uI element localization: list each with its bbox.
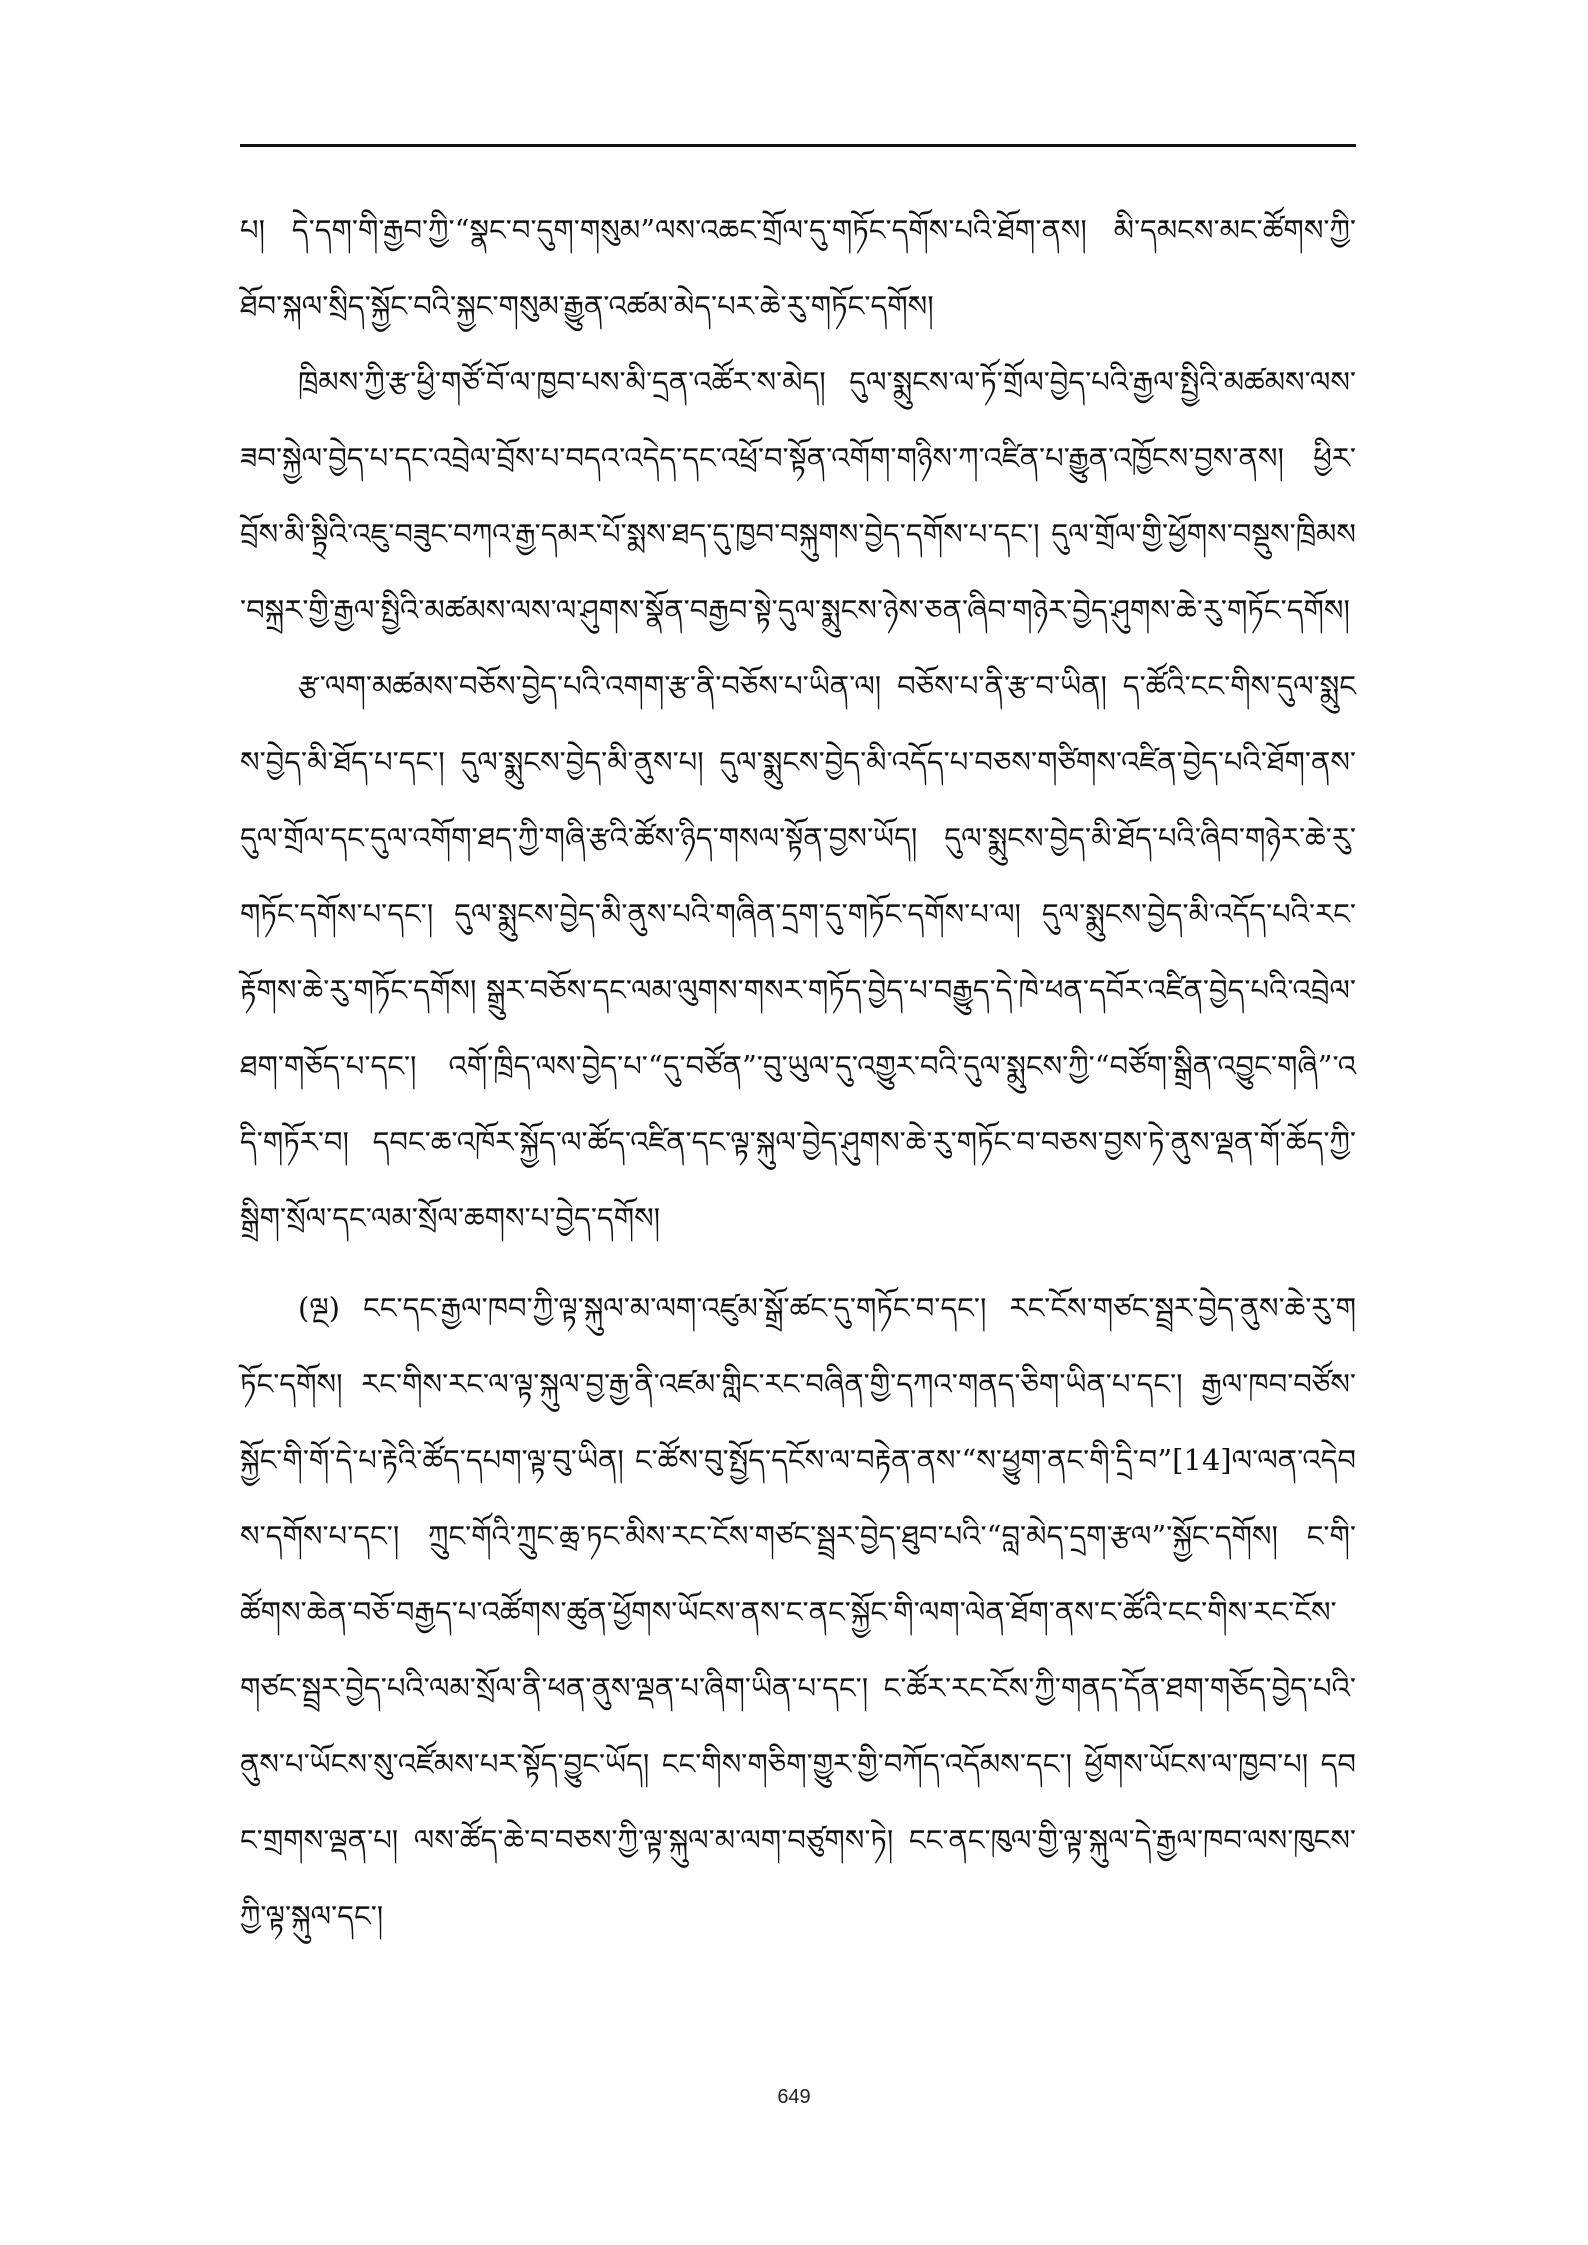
paragraph-continuation: པ། དེ་དག་གི་རྒྱབ་ཀྱི་“སྣང་བ་དུག་གསུམ”ལས་འཆང་གྲོལ་དུ་གཏོང་དགོས་པའི་ཐོག་ནས། མི་དམངས་མང་ཚོགས་ཀྱི་ཐོབ་སྐལ་སྲིད་སྐྱོང་བའི་སྐྱང་གསུམ་རྒྱུན་འཚམ་མེད་པར་ཆེ་རུ་གཏོང་དགོས། (240, 213, 1356, 323)
body-text (240, 192, 1356, 1954)
paragraph-law-enforcement: ཁྲིམས་ཀྱི་རྩ་ཕྱི་གཙོ་བོ་ལ་ཁྱབ་པས་མི་དྲན་འཚོར་ས་མེད། དུལ་སྨུངས་ལ་ཏོ་གྲོལ་བྱེད་པའི་རྒྱལ་སྤྱིའི་མཚམས་ལས་ཟབ་སྐྱེལ་བྱེད་པ་དང་འབྲེལ་བྲོས་པ་བདའ་འདེད་དང་འཕྲོ་བ་སྟོན་འགོག་གཉིས་ཀ་འཛིན་པ་རྒྱུན་འཁྱོངས་བྱས་ནས། ཕྱིར་བྲོས་མི་སྟྲིའི་འཇུ་བཟུང་བཀའ་རྒྱ་དམར་པོ་སྨས་ཐད་དུ་ཁྱབ་བསྐུགས་བྱེད་དགོས་པ་དང་། དུལ་གྲོལ་གྱི་ཕྱོགས་བསྡུས་ཁྲིམས་བསྐྲར་གྱི་རྒྱལ་སྤྱིའི་མཚམས་ལས་ལ་ཤུགས་སྣོན་བརྒྱབ་སྟེ་དུལ་སྨུངས་ཉེས་ཅན་ཞིབ་གཉེར་བྱེད་ཤུགས་ཆེ་རུ་གཏོང་དགོས། (240, 365, 1356, 627)
page-number: 649 (777, 2086, 811, 2108)
paragraph-root-cause: རྩ་ལག་མཚམས་བཅོས་བྱེད་པའི་འགག་རྩ་ནི་བཅོས་པ་ཡིན་ལ། བཅོས་པ་ནི་རྩ་བ་ཡིན། ད་ཚོའི་ངང་གིས་དུལ་སྨུངས་བྱེད་མི་ཐོད་པ་དང་། དུལ་སྨུངས་བྱེད་མི་ནུས་པ། དུལ་སྨུངས་བྱེད་མི་འདོད་པ་བཅས་གཙིགས་འཛིན་བྱེད་པའི་ཐོག་ནས་དུལ་གྲོལ་དང་དུལ་འགོག་ཐད་ཀྱི་གཞི་རྩའི་ཚོས་ཉིད་གསལ་སྟོན་བྱས་ཡོད། དུལ་སྨུངས་བྱེད་མི་ཐོད་པའི་ཞིབ་གཉེར་ཆེ་རུ་གཏོང་དགོས་པ་དང་། དུལ་སྨུངས་བྱེད་མི་ནུས་པའི་གཞིན་དྲག་དུ་གཏོང་དགོས་པ་ལ། དུལ་སྨུངས་བྱེད་མི་འདོད་པའི་རང་རྟོགས་ཆེ་རུ་གཏོང་དགོས། སྒྲུར་བཅོས་དང་ལམ་ལུགས་གསར་གཏོད་བྱེད་པ་བརྒྱུད་དེ་ཁེ་ཕན་དབོར་འཛིན་བྱེད་པའི་འབྲེལ་ཐག་གཅོད་པ་དང་། འགོ་ཁྲིད་ལས་བྱེད་པ་“དུ་བཙོན”་བུ་ཡུལ་དུ་འགྱུར་བའི་དུལ་སྨུངས་ཀྱི་“བཙོག་སྒྲིན་འབྱུང་གཞི”་འདི་གཏོར་བ། དབང་ཆ་འཁོར་སྐྱོད་ལ་ཚོད་འཛིན་དང་ལྟ་སྐུལ་བྱེད་ཤུགས་ཆེ་རུ་གཏོང་བ་བཅས་བྱས་ཏེ་ནུས་ལྡན་གོ་ཆོད་ཀྱི་སྒྲིག་སྲོལ་དང་ལམ་སྲོལ་ཆགས་པ་བྱེད་དགོས། (240, 669, 1356, 1235)
paragraph-section-5: (ལྔ) ངང་དང་རྒྱལ་ཁབ་ཀྱི་ལྟ་སྐུལ་མ་ལག་འཛུམ་སྒྲོ་ཚང་དུ་གཏོང་བ་དང་། རང་ངོས་གཙང་སྦྲར་བྱེད་ནུས་ཆེ་རུ་གཏོང་དགོས། རང་གིས་རང་ལ་ལྟ་སྐུལ་བྱ་རྒྱ་ནི་འཛམ་གླིང་རང་བཞིན་གྱི་དཀའ་གནད་ཅིག་ཡིན་པ་དང་། རྒྱལ་ཁབ་བཙོས་སྐྱོང་གི་གོ་དེ་པ་རྟེའི་ཚོད་དཔག་ལྟ་བུ་ཡིན། ང་ཚོས་བུ་སྤྱོད་དངོས་ལ་བརྟེན་ནས་“ས་ཕྱུག་ནང་གི་དྲི་བ”[14]ལ་ལན་འདེབས་དགོས་པ་དང་། ཀྲུང་གོའི་ཀྲུང་ཆྲ་ཏང་མིས་རང་ངོས་གཙང་སྦྲར་བྱེད་ཐུབ་པའི་“བླ་མེད་དྲག་རྩལ”་སྐྱོང་དགོས། ང་གི་ཚོགས་ཆེན་བཅོ་བརྒྱད་པ་འཚོགས་ཚུན་ཕྱོགས་ཡོངས་ནས་ང་ནང་སྐྱོང་གི་ལག་ལེན་ཐོག་ནས་ང་ཚོའི་ངང་གིས་རང་ངོས་གཙང་སྦྲར་བྱེད་པའི་ལམ་སྲོལ་ནི་ཕན་ནུས་ལྡན་པ་ཞིག་ཡིན་པ་དང་། ང་ཚོར་རང་ངོས་ཀྱི་གནད་དོན་ཐག་གཅོད་བྱེད་པའི་ནུས་པ་ཡོངས་སུ་འཛོམས་པར་སྟོད་བྱུང་ཡོད། ངང་གིས་གཅིག་གྱུར་གྱི་བཀོད་འདོམས་དང་། ཕྱོགས་ཡོངས་ལ་ཁྱབ་པ། དབང་གྲགས་ལྡན་པ། ལས་ཚོད་ཆེ་བ་བཅས་ཀྱི་ལྟ་སྐུལ་མ་ལག་བཙུགས་ཏེ། ངང་ནང་ཁུལ་གྱི་ལྟ་སྐུལ་དེ་རྒྱལ་ཁབ་ལས་ཁུངས་ཀྱི་ལྟ་སྐུལ་དང་། (240, 1291, 1356, 1933)
header-rule (240, 144, 1356, 147)
